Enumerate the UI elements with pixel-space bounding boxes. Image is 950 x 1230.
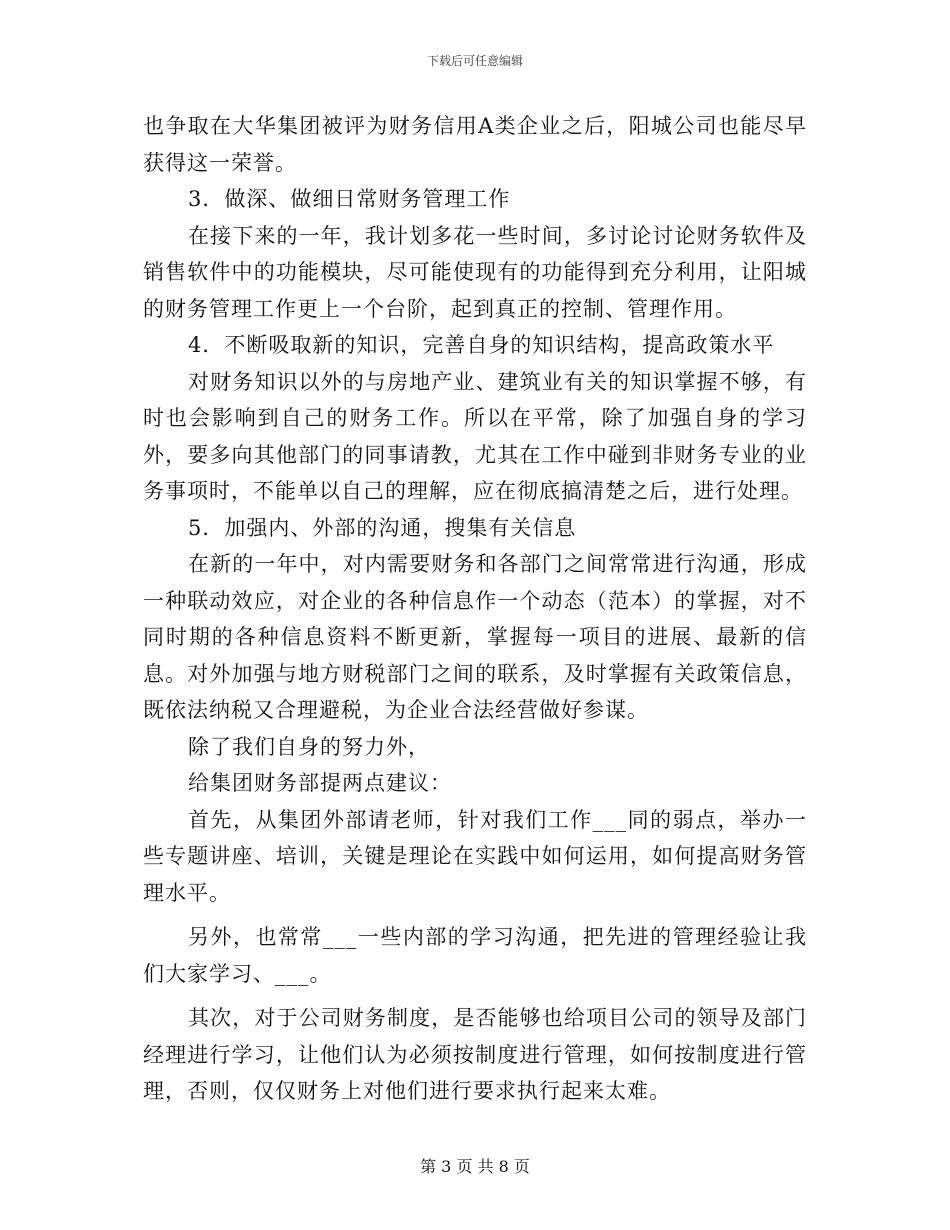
spacer bbox=[143, 911, 807, 919]
page-header: 下载后可任意编辑 bbox=[426, 54, 523, 68]
paragraph-1: 也争取在大华集团被评为财务信用A类企业之后，阳城公司也能尽早获得这一荣誉。 bbox=[143, 114, 807, 175]
paragraph-3: 在接下来的一年，我计划多花一些时间，多讨论讨论财务软件及销售软件中的功能模块，尽可能使现有的功能得到充分利用，让阳城的财务管理工作更上一个台阶，起到真正的控制、管理作用。 bbox=[143, 223, 807, 321]
paragraph-11: 另外，也常常___一些内部的学习沟通，把先进的管理经验让我们大家学习、___。 bbox=[143, 925, 807, 986]
page-footer: 第 3 页 共 8 页 bbox=[420, 1157, 530, 1176]
paragraph-7: 在新的一年中，对内需要财务和各部门之间常常进行沟通，形成一种联动效应，对企业的各种信息作一个动态（范本）的掌握，对不同时期的各种信息资料不断更新，掌握每一项目的进展、最新的信息。对外加强与地方财税部门之间的联系，及时掌握有关政策信息，既依法纳税又合理避税，为企业合法经营做好参谋。 bbox=[143, 552, 807, 722]
document-body bbox=[143, 108, 807, 1110]
paragraph-10: 首先，从集团外部请老师，针对我们工作___同的弱点，举办一些专题讲座、培训，关键是理论在实践中如何运用，如何提高财务管理水平。 bbox=[143, 807, 807, 905]
paragraph-12: 其次，对于公司财务制度，是否能够也给项目公司的领导及部门经理进行学习，让他们认为必须按制度进行管理，如何按制度进行管理，否则，仅仅财务上对他们进行要求执行起来太难。 bbox=[143, 1006, 807, 1103]
paragraph-8: 除了我们自身的努力外， bbox=[188, 734, 430, 759]
paragraph-9: 给集团财务部提两点建议： bbox=[188, 771, 452, 795]
section-heading-3: 3．做深、做细日常财务管理工作 bbox=[188, 187, 511, 211]
paragraph-5: 对财务知识以外的与房地产业、建筑业有关的知识掌握不够，有时也会影响到自己的财务工作。所以在平常，除了加强自身的学习外，要多向其他部门的同事请教，尤其在工作中碰到非财务专业的业务事项时，不能单以自己的理解，应在彻底搞清楚之后，进行处理。 bbox=[143, 369, 807, 503]
section-heading-5: 5．加强内、外部的沟通，搜集有关信息 bbox=[188, 515, 577, 540]
spacer bbox=[143, 992, 807, 1000]
section-heading-4: 4．不断吸取新的知识，完善自身的知识结构，提高政策水平 bbox=[188, 333, 775, 357]
